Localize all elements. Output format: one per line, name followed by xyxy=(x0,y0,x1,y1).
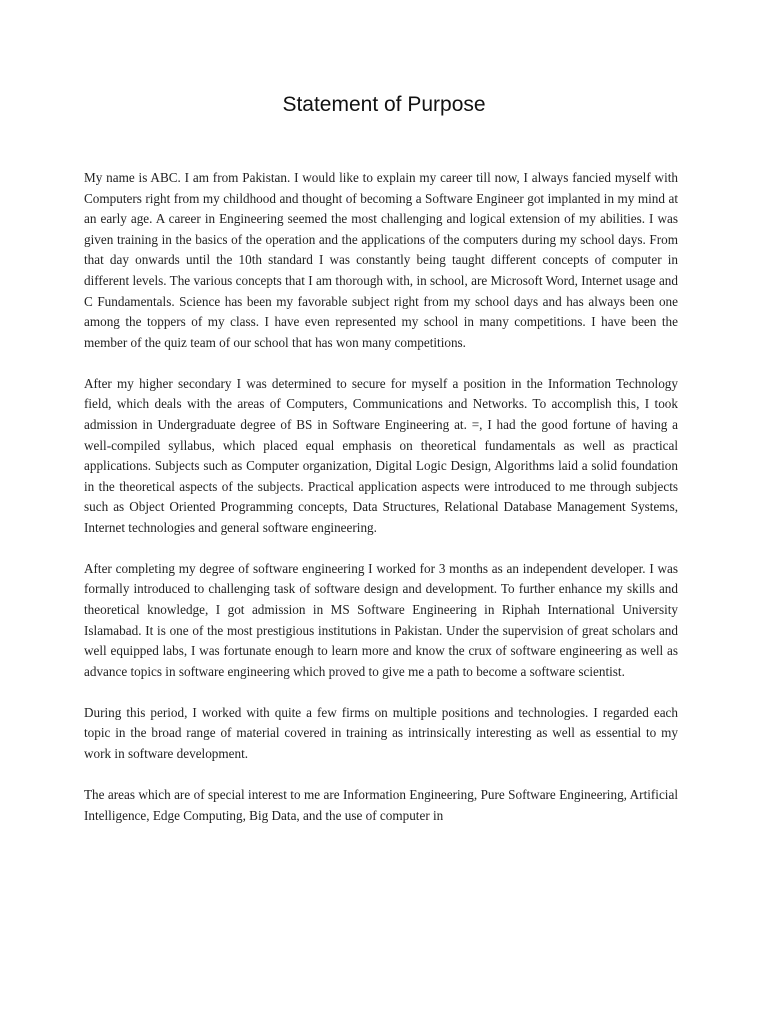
document-body xyxy=(84,168,678,826)
paragraph-undergraduate: After my higher secondary I was determined to secure for myself a position in the Information Technology field, which deals with the areas of Computers, Communications and Networks. To accomplish this, I took admission in Undergraduate degree of BS in Software Engineering at. =, I had the good fortune of having a well-compiled syllabus, which placed equal emphasis on theoretical fundamentals as well as practical applications. Subjects such as Computer organization, Digital Logic Design, Algorithms laid a solid foundation in the theoretical aspects of the subjects. Practical application aspects were introduced to me through subjects such as Object Oriented Programming concepts, Data Structures, Relational Database Management Systems, Internet technologies and general software engineering. xyxy=(84,375,678,535)
paragraph-graduate: After completing my degree of software engineering I worked for 3 months as an independent developer. I was formally introduced to challenging task of software design and development. To further enhance my skills and theoretical knowledge, I got admission in MS Software Engineering in Riphah International University Islamabad. It is one of the most prestigious institutions in Pakistan. Under the supervision of great scholars and well equipped labs, I was fortunate enough to learn more and know the crux of software engineering as well as advance topics in software engineering which proved to give me a path to become a software scientist. xyxy=(84,560,678,679)
paragraph-interests: The areas which are of special interest to me are Information Engineering, Pure Software Engineering, Artificial Intelligence, Edge Computing, Big Data, and the use of computer in xyxy=(84,787,678,823)
paragraph-work-experience: During this period, I worked with quite a few firms on multiple positions and technologies. I regarded each topic in the broad range of material covered in training as intrinsically interesting as well as essential to my work in software development. xyxy=(84,704,678,762)
paragraph-introduction: My name is ABC. I am from Pakistan. I would like to explain my career till now, I always fancied myself with Computers right from my childhood and thought of becoming a Software Engineer got implanted in my mind at an early age. A career in Engineering seemed the most challenging and logical extension of my abilities. I was given training in the basics of the operation and the applications of the computers during my school days. From that day onwards until the 10th standard I was constantly being taught different concepts of computer in different levels. The various concepts that I am thorough with, in school, are Microsoft Word, Internet usage and C Fundamentals. Science has been my favorable subject right from my school days and has always been one among the toppers of my class. I have even represented my school in many competitions. I have been the member of the quiz team of our school that has won many competitions. xyxy=(84,170,678,350)
document-title: Statement of Purpose xyxy=(282,93,486,116)
